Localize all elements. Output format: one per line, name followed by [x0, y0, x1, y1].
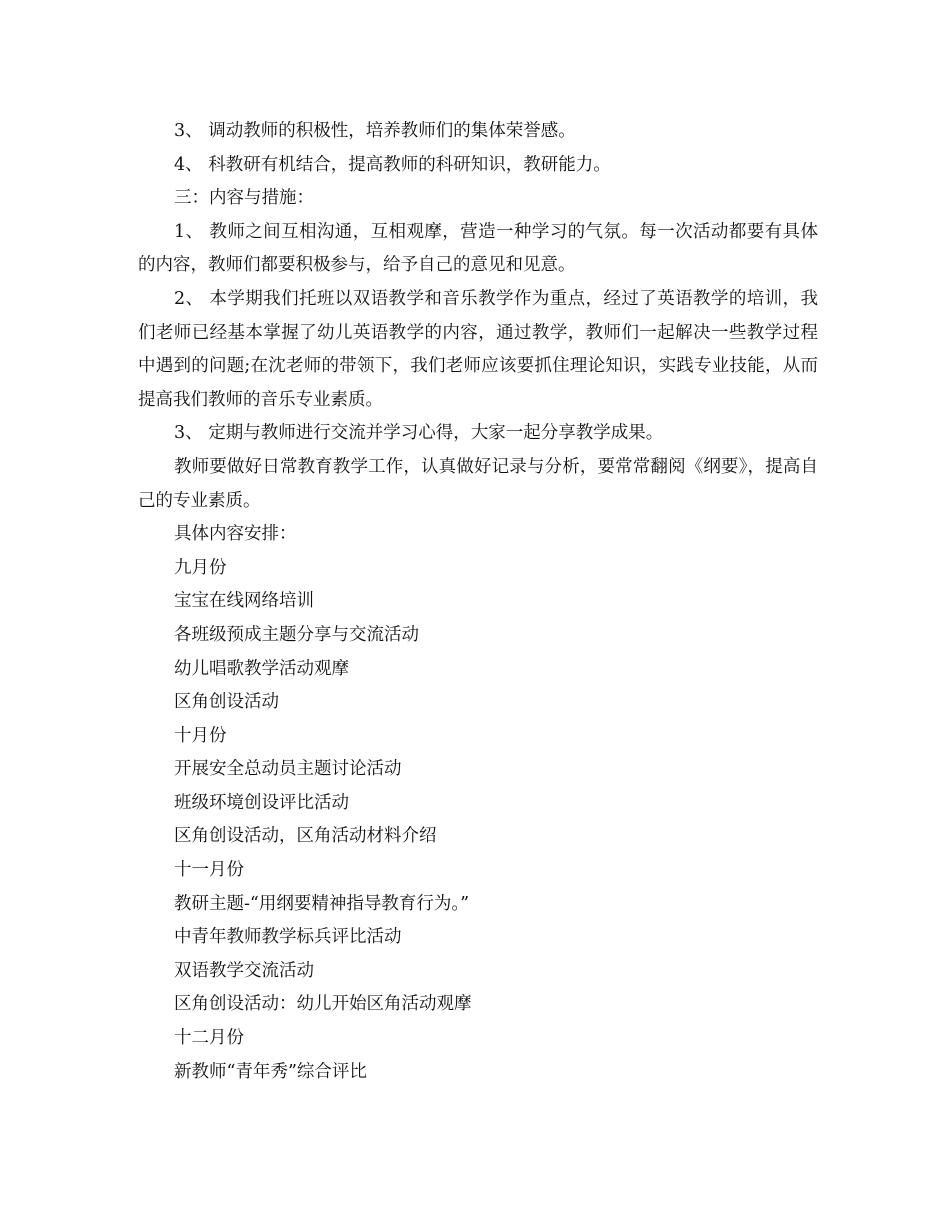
list-item: 教研主题-“用纲要精神指导教育行为。” — [174, 893, 470, 914]
paragraph-goal-3: 3、 调动教师的积极性，培养教师们的集体荣誉感。 — [174, 121, 576, 141]
month-heading-october: 十月份 — [174, 725, 227, 746]
paragraph-measure-3: 3、 定期与教师进行交流并学习心得，大家一起分享教学成果。 — [174, 423, 664, 444]
document-body — [138, 115, 818, 1089]
list-item: 区角创设活动 — [174, 692, 279, 713]
list-item: 开展安全总动员主题讨论活动 — [174, 759, 402, 780]
list-item: 各班级预成主题分享与交流活动 — [174, 624, 419, 645]
month-heading-november: 十一月份 — [174, 860, 244, 881]
list-item: 班级环境创设评比活动 — [174, 792, 349, 813]
list-item: 区角创设活动：幼儿开始区角活动观摩 — [174, 994, 472, 1015]
paragraph-daily-work: 教师要做好日常教育教学工作，认真做好记录与分析，要常常翻阅《纲要》，提高自己的专业素质。 — [138, 456, 818, 511]
list-item: 幼儿唱歌教学活动观摩 — [174, 658, 349, 679]
list-item: 中青年教师教学标兵评比活动 — [174, 927, 402, 948]
list-item: 新教师“青年秀”综合评比 — [174, 1061, 367, 1082]
paragraph-measure-2: 2、 本学期我们托班以双语教学和音乐教学作为重点，经过了英语教学的培训，我们老师已经基本掌握了幼儿英语教学的内容，通过教学，教师们一起解决一些教学过程中遇到的问题;在沈老师的带领下，我们老师应该要抓住理论知识，实践专业技能，从而提高我们教师的音乐专业素质。 — [138, 288, 818, 410]
month-heading-december: 十二月份 — [174, 1028, 244, 1049]
list-item: 双语教学交流活动 — [174, 960, 314, 981]
paragraph-measure-1: 1、 教师之间互相沟通，互相观摩，营造一种学习的气氛。每一次活动都要有具体的内容，教师们都要积极参与，给予自己的意见和见意。 — [138, 221, 818, 276]
section-heading-content-measures: 三：内容与措施： — [174, 188, 314, 209]
list-item: 区角创设活动，区角活动材料介绍 — [174, 826, 437, 847]
month-heading-september: 九月份 — [174, 557, 227, 578]
schedule-heading: 具体内容安排： — [174, 524, 297, 545]
list-item: 宝宝在线网络培训 — [174, 591, 314, 612]
paragraph-goal-4: 4、 科教研有机结合，提高教师的科研知识，教研能力。 — [174, 154, 611, 175]
